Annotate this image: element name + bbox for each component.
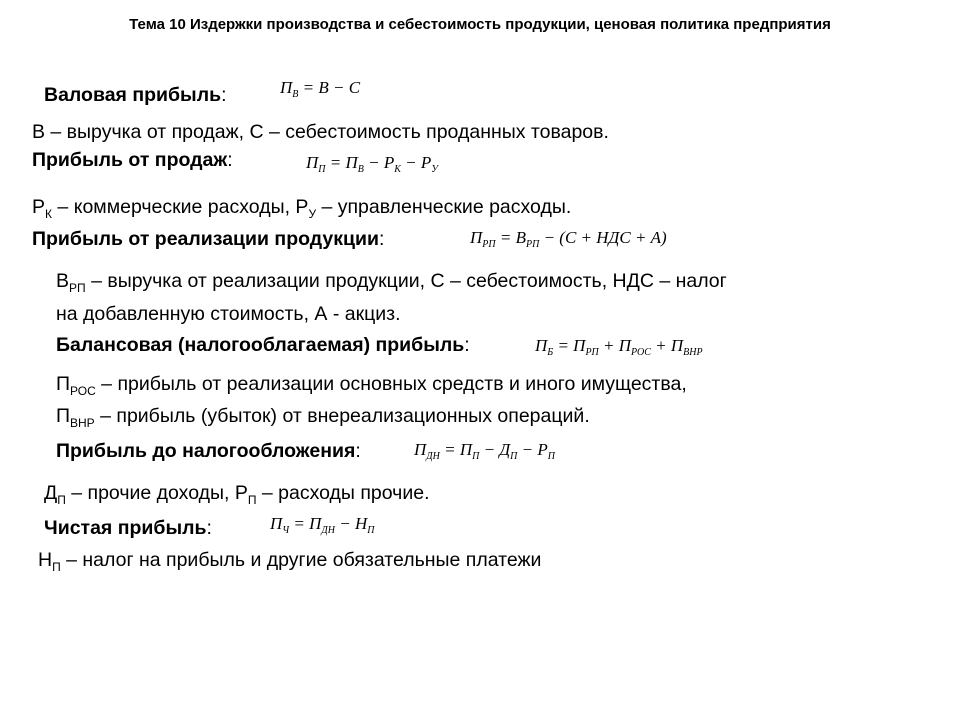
text-subscript: РП: [69, 281, 86, 295]
heading-label: Балансовая (налогооблагаемая) прибыль: [56, 334, 465, 356]
formula-term: = П: [439, 440, 473, 459]
text-vat-excise: на добавленную стоимость, А - акциз.: [56, 303, 401, 325]
formula-subscript: ДН: [426, 451, 440, 462]
text-nonoperating-profit: [56, 405, 590, 428]
formula-term: + П: [650, 336, 684, 355]
heading-realization-profit: [32, 228, 384, 251]
formula-subscript: У: [431, 164, 438, 175]
heading-label: Валовая прибыль: [44, 84, 222, 106]
formula-term: = В: [495, 228, 526, 247]
text-part: В: [56, 270, 70, 292]
heading-colon: :: [464, 334, 470, 356]
text-part: – прочие доходы, Р: [65, 482, 248, 504]
text-subscript: П: [247, 493, 257, 507]
formula-term: П: [270, 514, 283, 533]
formula-subscript: В: [357, 164, 364, 175]
formula-net-profit: [270, 514, 375, 534]
formula-term: + П: [598, 336, 632, 355]
formula-term: − Д: [479, 440, 511, 459]
formula-term: − Р: [400, 153, 432, 172]
text-subscript: У: [308, 207, 317, 221]
text-other-income: [44, 482, 430, 505]
formula-subscript: П: [510, 451, 518, 462]
formula-subscript: РП: [585, 347, 599, 358]
text-subscript: К: [45, 207, 53, 221]
formula-term: − Р: [517, 440, 548, 459]
text-part: П: [56, 373, 71, 395]
formula-balance-profit: [535, 336, 703, 356]
heading-label: Чистая прибыль: [44, 517, 207, 539]
text-part: – управленческие расходы.: [316, 196, 572, 218]
text-subscript: ВНР: [70, 416, 95, 430]
formula-term: П: [280, 78, 293, 97]
heading-colon: :: [206, 517, 212, 539]
heading-colon: :: [355, 440, 361, 462]
formula-subscript: П: [472, 451, 480, 462]
text-part: – расходы прочие.: [256, 482, 430, 504]
heading-label: Прибыль от реализации продукции: [32, 228, 379, 250]
formula-subscript: ДН: [321, 525, 336, 536]
formula-sales-profit: [306, 153, 438, 173]
text-part: – прибыль (убыток) от внереализационных операций.: [94, 405, 590, 427]
text-part: – прибыль от реализации основных средств и иного имущества,: [95, 373, 687, 395]
text-subscript: РОС: [70, 384, 96, 398]
formula-term: − Р: [363, 153, 395, 172]
formula-term: П: [535, 336, 548, 355]
formula-subscript: В: [292, 89, 299, 100]
slide-title: Тема 10 Издержки производства и себестоимость продукции, ценовая политика предприятия: [129, 16, 831, 33]
text-income-tax: [38, 549, 541, 572]
formula-gross-profit: [280, 78, 360, 98]
formula-term: = П: [325, 153, 358, 172]
formula-subscript: П: [547, 451, 555, 462]
formula-subscript: Ч: [282, 525, 290, 536]
formula-term: = П: [289, 514, 322, 533]
heading-colon: :: [221, 84, 227, 106]
formula-subscript: РП: [525, 239, 540, 250]
formula-term: П: [306, 153, 319, 172]
text-part: – коммерческие расходы, Р: [52, 196, 309, 218]
text-part: Р: [32, 196, 46, 218]
text-part: П: [56, 405, 71, 427]
text-part: Н: [38, 549, 53, 571]
heading-label: Прибыль до налогообложения: [56, 440, 356, 462]
heading-net-profit: [44, 517, 212, 540]
text-revenue-cost: В – выручка от продаж, С – себестоимость проданных товаров.: [32, 121, 609, 143]
heading-pretax-profit: [56, 440, 361, 463]
text-subscript: П: [52, 560, 61, 574]
text-fixed-assets-profit: [56, 373, 687, 396]
formula-subscript: РОС: [631, 347, 651, 358]
text-commercial-admin: [32, 196, 571, 219]
formula-subscript: ВНР: [683, 347, 703, 358]
formula-term: = П: [553, 336, 586, 355]
text-subscript: П: [57, 493, 66, 507]
formula-subscript: П: [318, 164, 326, 175]
heading-balance-profit: [56, 334, 470, 357]
formula-term: − (С + НДС + А): [539, 228, 667, 247]
formula-subscript: Б: [547, 347, 554, 358]
formula-term: П: [470, 228, 483, 247]
formula-realization-profit: [470, 228, 667, 248]
formula-term: П: [414, 440, 427, 459]
heading-label: Прибыль от продаж: [32, 149, 228, 171]
text-part: – налог на прибыль и другие обязательные платежи: [60, 549, 542, 571]
heading-colon: :: [378, 228, 385, 250]
formula-subscript: П: [367, 525, 375, 536]
text-realization-revenue: [56, 270, 727, 293]
heading-sales-profit: [32, 149, 233, 172]
text-part: Д: [44, 482, 58, 504]
heading-colon: :: [227, 149, 233, 171]
formula-pretax-profit: [414, 440, 555, 460]
heading-gross-profit: [44, 84, 227, 107]
text-part: – выручка от реализации продукции, С – себестоимость, НДС – налог: [85, 270, 727, 292]
formula-subscript: РП: [482, 239, 496, 250]
formula-subscript: К: [394, 164, 401, 175]
formula-term: − Н: [335, 514, 368, 533]
formula-term: = В − С: [298, 78, 361, 97]
